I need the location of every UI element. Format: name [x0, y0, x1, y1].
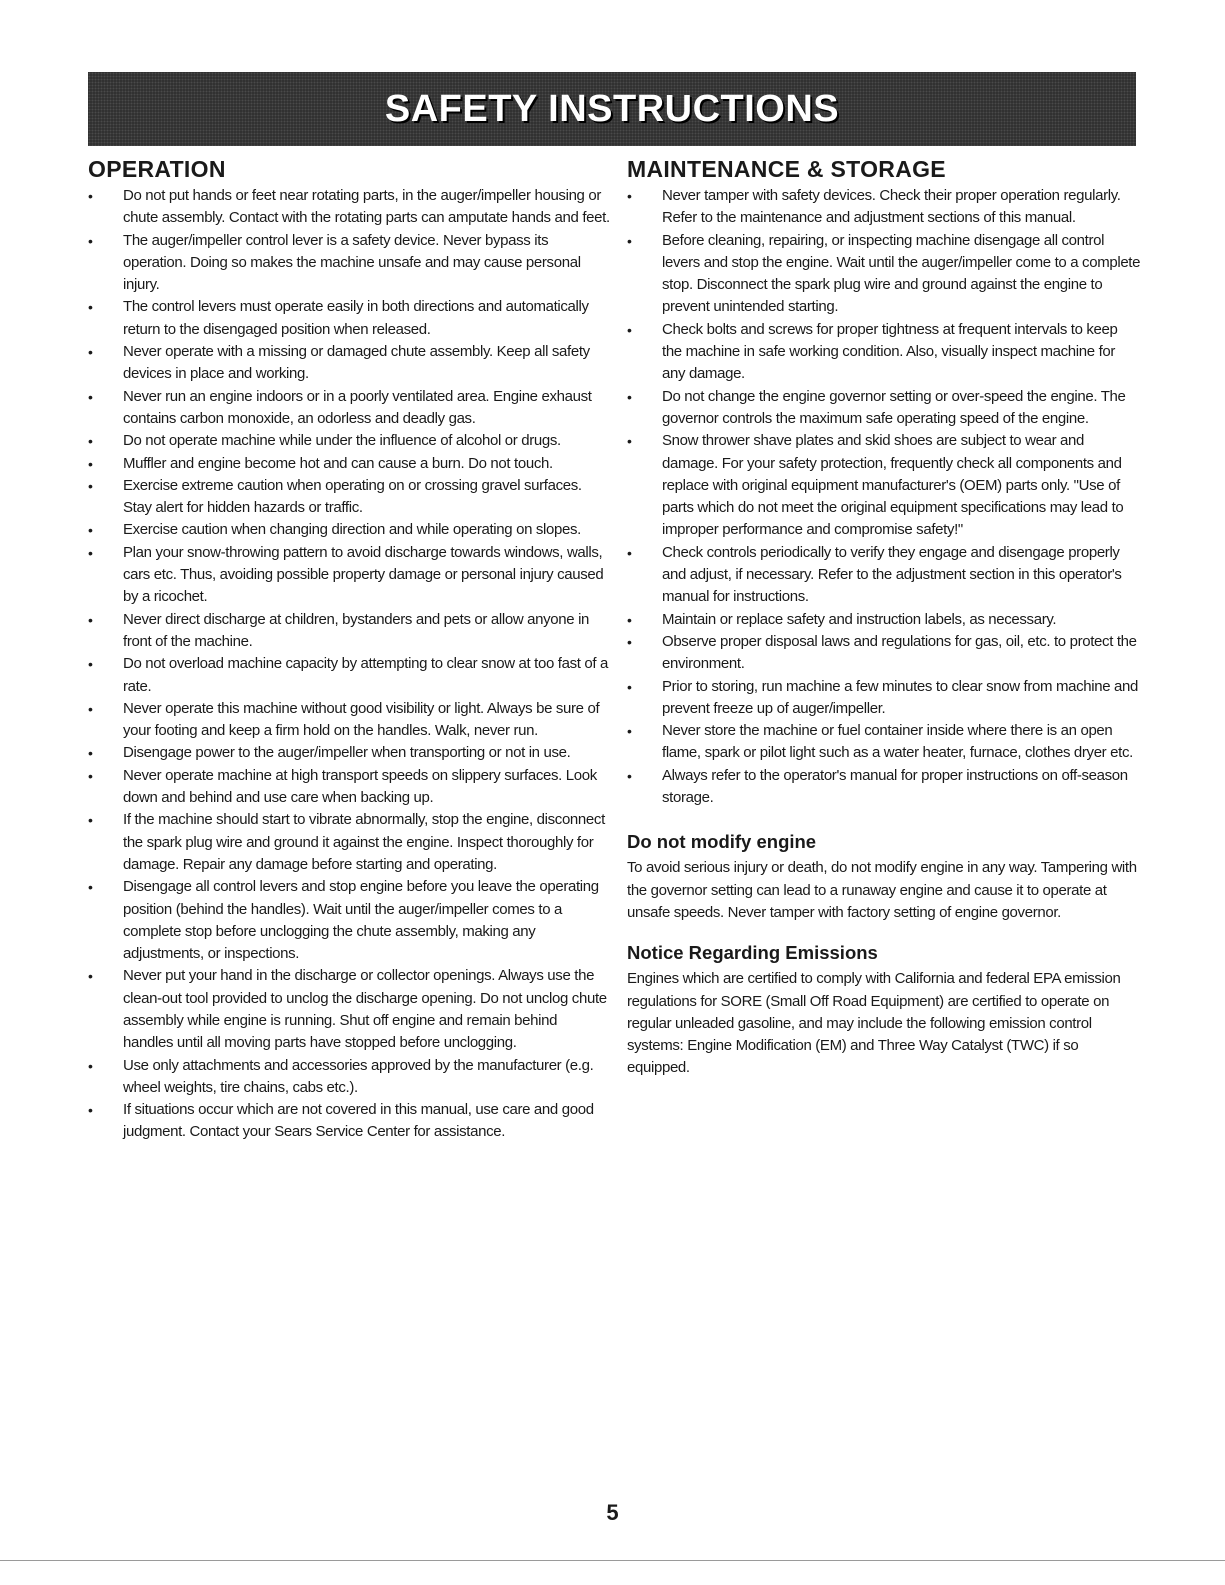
bullet-icon: •: [627, 232, 632, 249]
list-item: • Muffler and engine become hot and can cause a burn. Do not touch.: [88, 453, 610, 475]
list-item: • Use only attachments and accessories approved by the manufacturer (e.g. wheel weights, tire chains, cabs etc.).: [88, 1056, 594, 1096]
list-item: • Before cleaning, repairing, or inspecting machine disengage all control levers and stop the engine. Wait until the auger/impeller come to a complete stop. Disconnect the spark plug wire and ground against the engine to prevent unintended starting.: [627, 231, 1141, 316]
list-item: • Always refer to the operator's manual for proper instructions on off-season storage.: [627, 766, 1128, 807]
bullet-icon: •: [88, 477, 93, 494]
list-item: • Plan your snow-throwing pattern to avoid discharge towards windows, walls, cars etc. Thus, avoiding possible property damage or personal injury caused by a ricochet.: [88, 543, 604, 606]
bullet-icon: •: [627, 433, 632, 450]
bullet-icon: •: [88, 544, 93, 561]
list-item: • If the machine should start to vibrate abnormally, stop the engine, disconnect the spark plug wire and ground it against the engine. Inspect thoroughly for damage. Repair any damage before starting and operating.: [88, 811, 605, 873]
operation-list: [88, 185, 610, 1144]
bullet-icon: •: [627, 188, 632, 204]
list-item: • Snow thrower shave plates and skid shoes are subject to wear and damage. For your safety protection, frequently check all components and replace with original equipment manufacturer's (OEM) parts only. "Use of parts which do not meet the original equipment specifications may lead to improper performance and compromise safety!": [627, 432, 1124, 539]
list-item: • Never operate machine at high transport speeds on slippery surfaces. Look down and behind and use care when backing up.: [88, 766, 597, 807]
list-item: • Do not change the engine governor setting or over-speed the engine. The governor controls the maximum safe operating speed of the engine.: [627, 387, 1126, 427]
operation-section: [88, 156, 610, 1144]
bullet-icon: •: [627, 544, 632, 561]
bullet-icon: •: [88, 968, 93, 985]
maintenance-heading: MAINTENANCE & STORAGE: [627, 156, 946, 182]
bullet-icon: •: [88, 299, 93, 316]
list-item: • Never tamper with safety devices. Check their proper operation regularly. Refer to the maintenance and adjustment sections of this manual.: [627, 187, 1121, 227]
bullet-icon: •: [88, 522, 93, 539]
bullet-icon: •: [88, 433, 93, 450]
bullet-icon: •: [88, 745, 93, 762]
list-item: • Never operate with a missing or damaged chute assembly. Keep all safety devices in place and working.: [88, 343, 590, 383]
list-item: • Do not overload machine capacity by attempting to clear snow at too fast of a rate.: [88, 655, 608, 695]
list-item: • The control levers must operate easily in both directions and automatically return to the disengaged position when released.: [88, 298, 589, 338]
list-item: • Maintain or replace safety and instruction labels, as necessary.: [627, 609, 1141, 631]
bullet-icon: •: [88, 188, 93, 204]
bullet-icon: •: [88, 344, 93, 361]
emissions-heading: Notice Regarding Emissions: [627, 942, 878, 964]
list-item: • Disengage all control levers and stop engine before you leave the operating position (behind the handles). Wait until the auger/impeller comes to a complete stop before unclogging the chute assembly, making any adjustments, or inspections.: [88, 878, 599, 963]
bullet-icon: •: [88, 232, 93, 249]
list-item: • Do not put hands or feet near rotating parts, in the auger/impeller housing or chute assembly. Contact with the rotating parts can amputate hands and feet.: [88, 187, 610, 227]
maintenance-list: [627, 185, 1141, 809]
bullet-icon: •: [88, 812, 93, 829]
bullet-icon: •: [88, 700, 93, 717]
bullet-icon: •: [627, 388, 632, 405]
modify-engine-block: [627, 831, 1141, 924]
operation-heading: OPERATION: [88, 156, 226, 182]
emissions-block: [627, 942, 1141, 1079]
bullet-icon: •: [88, 1102, 93, 1119]
list-item: • Never store the machine or fuel container inside where there is an open flame, spark or pilot light such as a water heater, furnace, clothes dryer etc.: [627, 722, 1133, 762]
bullet-icon: •: [627, 611, 632, 628]
list-item: • Check controls periodically to verify they engage and disengage properly and adjust, if necessary. Refer to the adjustment section in this operator's manual for instructions.: [627, 543, 1122, 606]
bullet-icon: •: [627, 678, 632, 695]
emissions-text: Engines which are certified to comply with California and federal EPA emission regulations for SORE (Small Off Road Equipment) are certified to operate on regular unleaded gasoline, and may include the following emission control systems: Engine Modification (EM) and Three Way Catalyst (TWC) if so equipped.: [627, 970, 1121, 1077]
list-item: • Exercise extreme caution when operating on or crossing gravel surfaces. Stay alert for hidden hazards or traffic.: [88, 476, 582, 517]
list-item: • Exercise caution when changing direction and while operating on slopes.: [88, 519, 610, 541]
page-number: 5: [606, 1500, 619, 1525]
bullet-icon: •: [627, 321, 632, 338]
bullet-icon: •: [627, 723, 632, 740]
maintenance-section: [627, 156, 1141, 1080]
list-item: • If situations occur which are not covered in this manual, use care and good judgment. Contact your Sears Service Center for assistance.: [88, 1101, 594, 1141]
bullet-icon: •: [627, 767, 632, 784]
list-item: • Check bolts and screws for proper tightness at frequent intervals to keep the machine in safe working condition. Also, visually inspect machine for any damage.: [627, 320, 1118, 383]
bullet-icon: •: [88, 656, 93, 673]
list-item: • Never put your hand in the discharge or collector openings. Always use the clean-out tool provided to unclog the discharge opening. Do not unclog chute assembly while engine is running. Shut off engine and remain behind handles until all moving parts have stopped before unclogging.: [88, 967, 607, 1052]
list-item: • Prior to storing, run machine a few minutes to clear snow from machine and prevent freeze up of auger/impeller.: [627, 677, 1138, 717]
bottom-divider: [0, 1560, 1225, 1561]
modify-engine-heading: Do not modify engine: [627, 831, 817, 853]
list-item: • Do not operate machine while under the influence of alcohol or drugs.: [88, 430, 610, 452]
header-banner: [88, 72, 1136, 146]
bullet-icon: •: [627, 633, 632, 650]
list-item: • Observe proper disposal laws and regulations for gas, oil, etc. to protect the environment.: [627, 632, 1137, 673]
bullet-icon: •: [88, 767, 93, 784]
bullet-icon: •: [88, 1057, 93, 1074]
list-item: • Never run an engine indoors or in a poorly ventilated area. Engine exhaust contains carbon monoxide, an odorless and deadly gas.: [88, 387, 592, 427]
bullet-icon: •: [88, 455, 93, 472]
modify-engine-text: To avoid serious injury or death, do not modify engine in any way. Tampering with the governor setting can lead to a runaway engine and cause it to operate at unsafe speeds. Never tamper with factory setting of engine governor.: [627, 859, 1137, 921]
list-item: • Disengage power to the auger/impeller when transporting or not in use.: [88, 742, 610, 764]
list-item: • Never direct discharge at children, bystanders and pets or allow anyone in front of the machine.: [88, 610, 590, 650]
bullet-icon: •: [88, 879, 93, 896]
bullet-icon: •: [88, 388, 93, 405]
page-title: SAFETY INSTRUCTIONS: [384, 87, 840, 130]
list-item: • Never operate this machine without good visibility or light. Always be sure of your footing and keep a firm hold on the handles. Walk, never run.: [88, 699, 600, 740]
bullet-icon: •: [88, 611, 93, 628]
list-item: • The auger/impeller control lever is a safety device. Never bypass its operation. Doing so makes the machine unsafe and may cause personal injury.: [88, 231, 581, 294]
